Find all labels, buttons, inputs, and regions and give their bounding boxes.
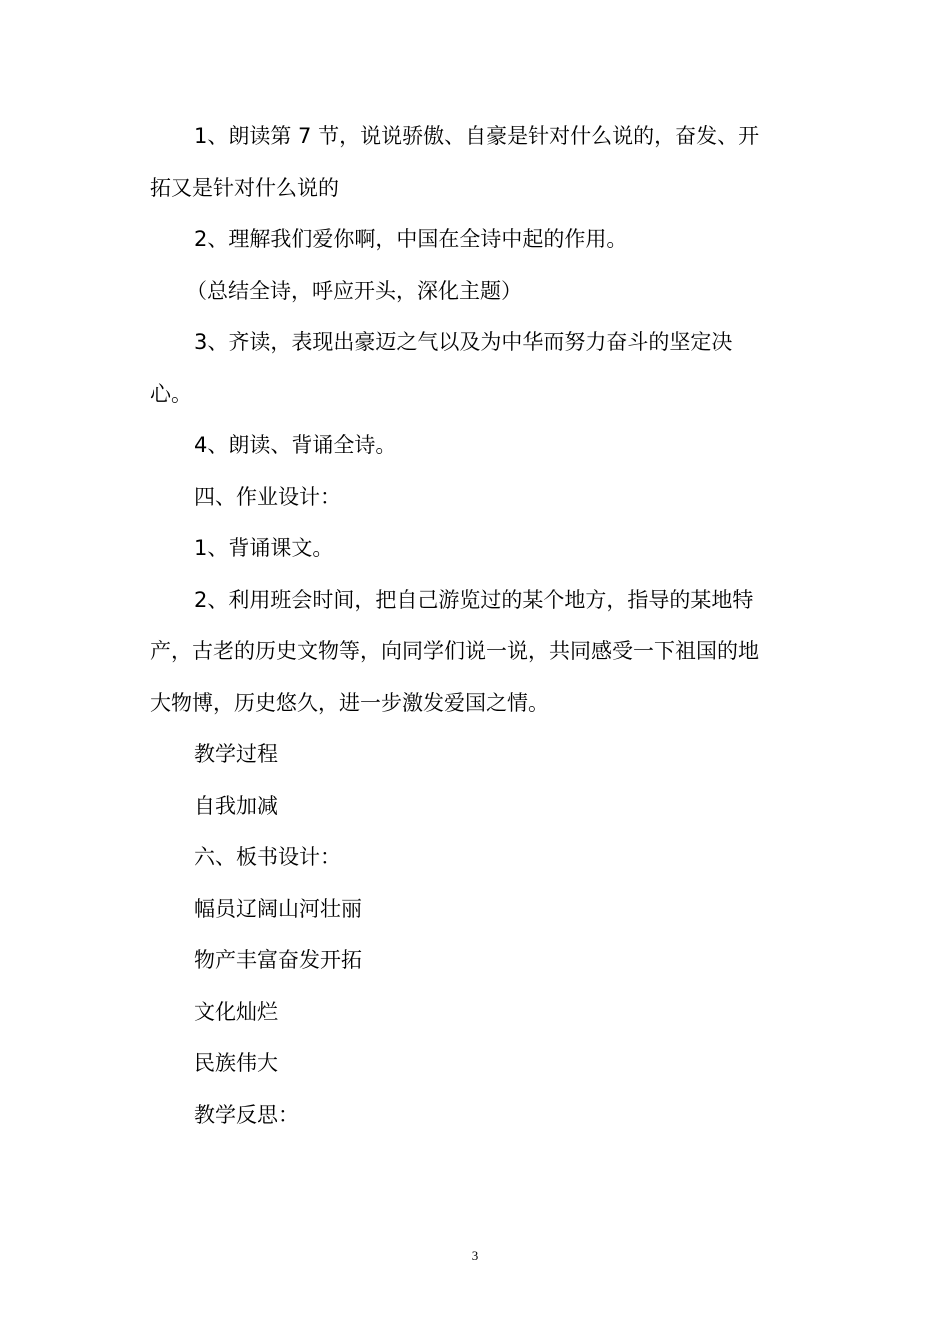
- document-body: [150, 111, 802, 1141]
- paragraph-line: 2、利用班会时间，把自己游览过的某个地方，指导的某地特: [194, 587, 754, 612]
- section-heading: 教学过程: [194, 742, 278, 766]
- paragraph-line: 拓又是针对什么说的: [150, 175, 339, 200]
- paragraph-line: 产，古老的历史文物等，向同学们说一说，共同感受一下祖国的地: [150, 639, 759, 663]
- section-heading: 四、作业设计：: [194, 484, 341, 509]
- board-design-line: 物产丰富奋发开拓: [194, 948, 362, 972]
- paragraph-line: 2、理解我们爱你啊，中国在全诗中起的作用。: [194, 227, 628, 251]
- section-heading: 教学反思：: [194, 1102, 299, 1127]
- board-design-line: 文化灿烂: [194, 999, 278, 1024]
- paragraph-line: （总结全诗，呼应开头，深化主题）: [186, 278, 522, 303]
- paragraph-line: 3、齐读，表现出豪迈之气以及为中华而努力奋斗的坚定决: [194, 330, 733, 354]
- paragraph-line: 1、朗读第 7 节，说说骄傲、自豪是针对什么说的，奋发、开: [194, 124, 760, 148]
- section-heading: 六、板书设计：: [194, 845, 341, 869]
- paragraph-line: 1、背诵课文。: [194, 536, 334, 560]
- paragraph-line: 大物博，历史悠久，进一步激发爱国之情。: [150, 690, 549, 715]
- section-heading: 自我加减: [194, 793, 278, 818]
- paragraph-line: 心。: [150, 381, 192, 406]
- page-number: 3: [471, 1248, 479, 1263]
- board-design-line: 幅员辽阔山河壮丽: [194, 896, 362, 921]
- board-design-line: 民族伟大: [194, 1051, 278, 1075]
- paragraph-line: 4、朗读、背诵全诗。: [194, 433, 397, 457]
